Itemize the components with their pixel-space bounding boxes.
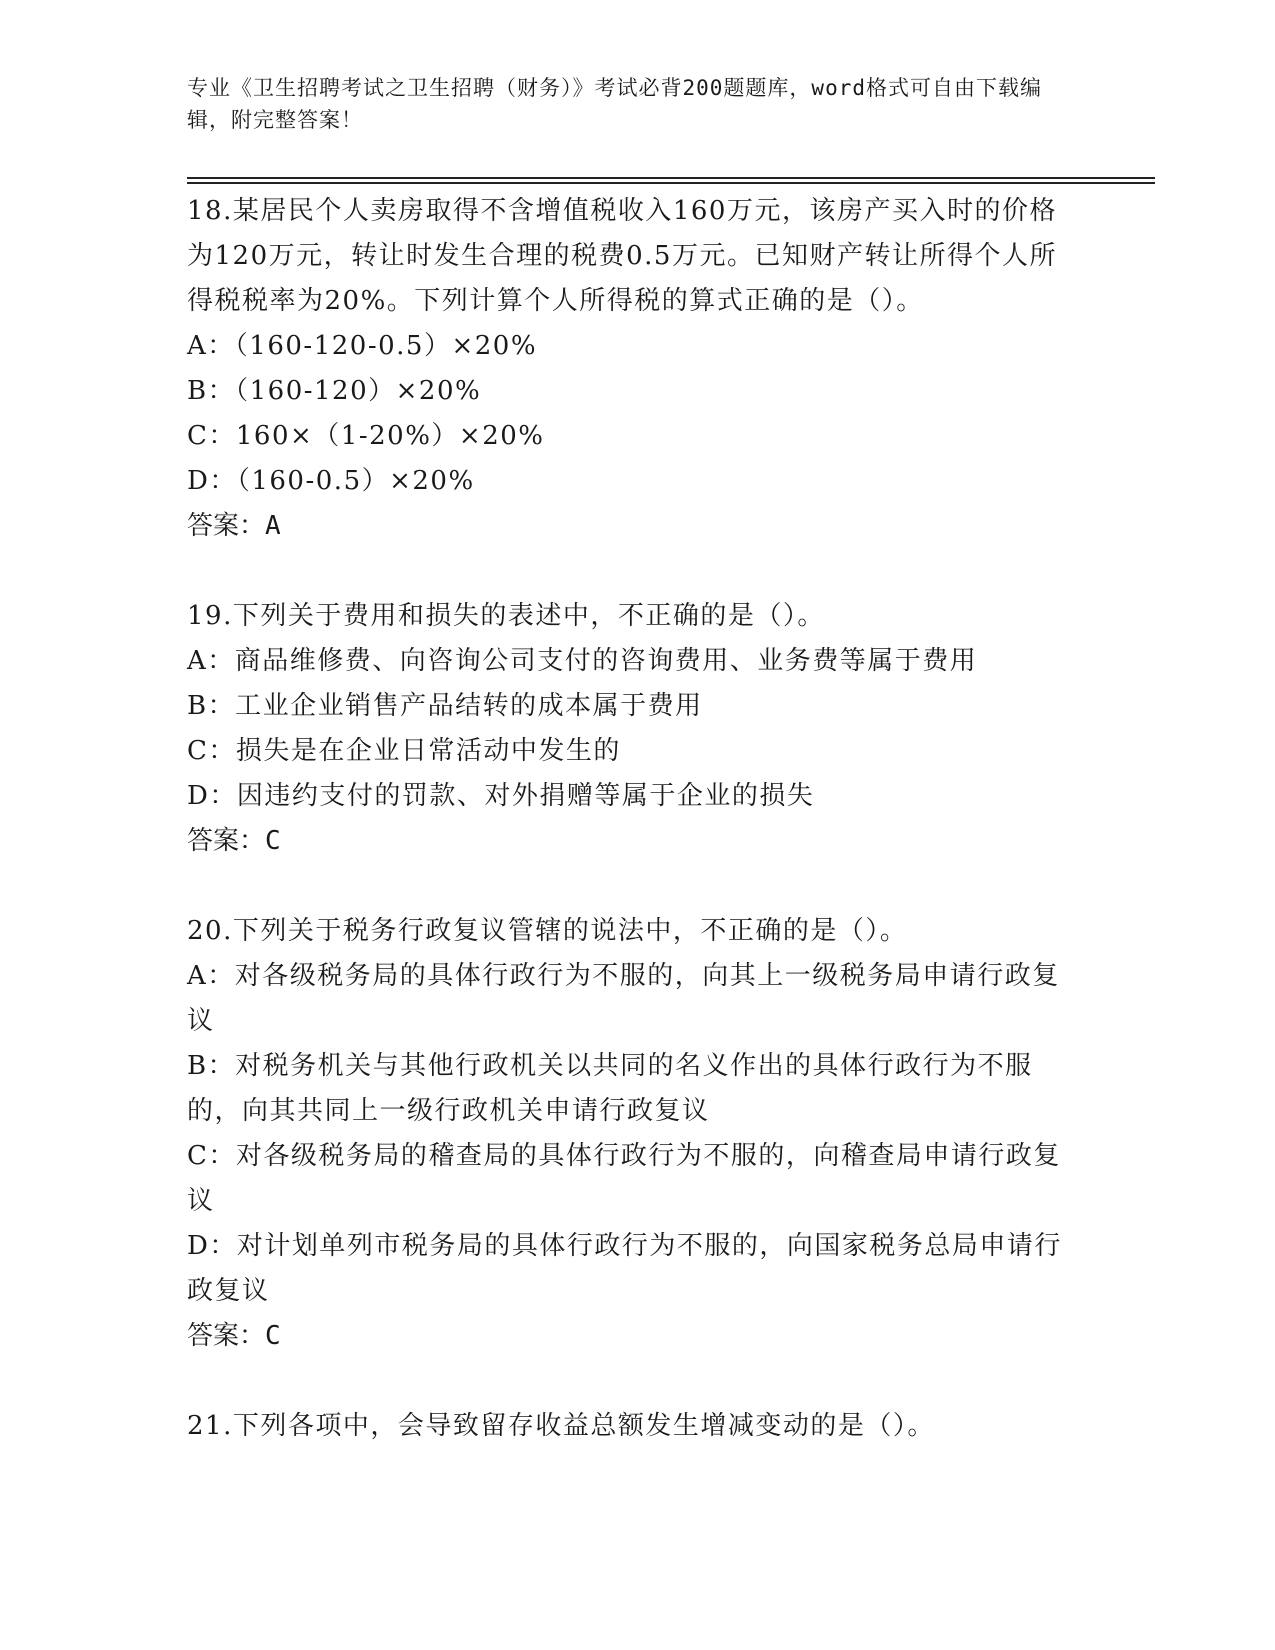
page-header [187, 72, 1067, 136]
question-20 [187, 909, 1077, 1359]
option-c: C：对各级税务局的稽查局的具体行政行为不服的，向稽查局申请行政复议 [187, 1141, 1061, 1216]
spacer [187, 549, 1077, 594]
question-stem: 18.某居民个人卖房取得不含增值税收入160万元，该房产买入时的价格为120万元，转让时发生合理的税费0.5万元。已知财产转让所得个人所得税税率为20%。下列计算个人所得税的算式正确的是（）。 [187, 196, 1057, 316]
question-19 [187, 594, 1077, 864]
option-d: D：对计划单列市税务局的具体行政行为不服的，向国家税务总局申请行政复议 [187, 1231, 1062, 1306]
question-18 [187, 189, 1077, 549]
option-a: A：对各级税务局的具体行政行为不服的，向其上一级税务局申请行政复议 [187, 961, 1060, 1036]
question-stem: 19.下列关于费用和损失的表述中，不正确的是（）。 [187, 601, 825, 631]
option-a: A：（160-120-0.5）×20% [187, 331, 538, 361]
question-21 [187, 1404, 1077, 1449]
option-b: B：工业企业销售产品结转的成本属于费用 [187, 691, 703, 721]
answer-line: 答案：C [187, 826, 281, 856]
option-b: B：对税务机关与其他行政机关以共同的名义作出的具体行政行为不服的，向其共同上一级行政机关申请行政复议 [187, 1051, 1033, 1126]
option-d: D：（160-0.5）×20% [187, 466, 475, 496]
question-stem: 21.下列各项中，会导致留存收益总额发生增减变动的是（）。 [187, 1411, 935, 1441]
answer-line: 答案：C [187, 1321, 281, 1351]
option-b: B：（160-120）×20% [187, 376, 482, 406]
header-divider [187, 177, 1155, 184]
option-d: D：因违约支付的罚款、对外捐赠等属于企业的损失 [187, 781, 815, 811]
spacer [187, 864, 1077, 909]
spacer [187, 1359, 1077, 1404]
header-text: 专业《卫生招聘考试之卫生招聘（财务）》考试必背200题题库，word格式可自由下载编辑，附完整答案！ [187, 76, 1042, 132]
option-c: C：损失是在企业日常活动中发生的 [187, 736, 621, 766]
option-c: C：160×（1-20%）×20% [187, 421, 545, 451]
option-a: A：商品维修费、向咨询公司支付的咨询费用、业务费等属于费用 [187, 646, 978, 676]
question-stem: 20.下列关于税务行政复议管辖的说法中，不正确的是（）。 [187, 916, 908, 946]
question-list [187, 189, 1077, 1449]
answer-line: 答案：A [187, 511, 281, 541]
